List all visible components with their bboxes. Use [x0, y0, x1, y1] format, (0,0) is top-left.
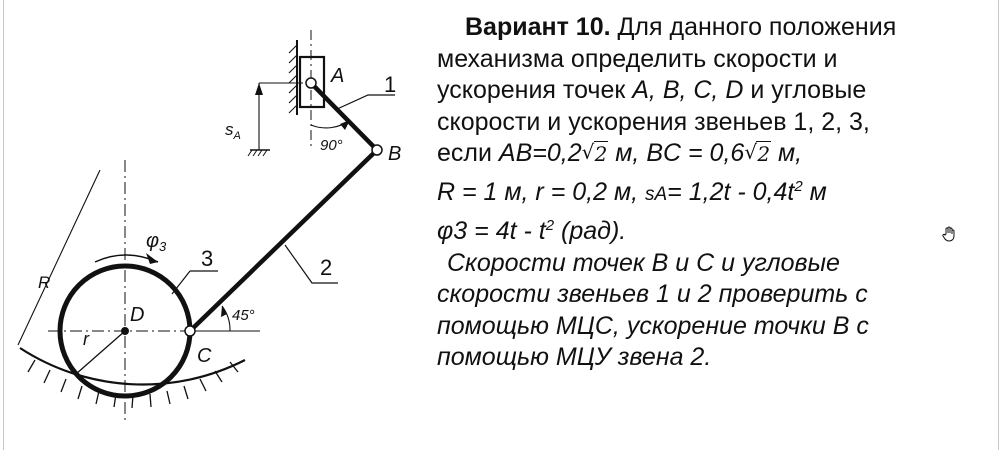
sqrt-2-b: √ 2: [744, 140, 771, 166]
sA-dimension: [225, 83, 303, 156]
line-4: скорости и ускорения звеньев 1, 2, 3,: [437, 107, 870, 136]
hand-cursor-icon: [941, 226, 957, 242]
point-A: [306, 78, 316, 88]
link-2: [190, 150, 377, 331]
label-R: R: [38, 273, 51, 292]
line-7: $\varphi 3 = 4t - t^2$ (рад).: [437, 217, 627, 245]
line-5: если AB=0,2 √ 2 м, BC = 0,6 √ 2 м,: [437, 138, 997, 171]
line-10: помощью МЦС, ускорение точки B с: [437, 311, 869, 340]
label-B: B: [388, 143, 402, 165]
line-8: Скорости точек B и C и угловые: [447, 248, 840, 277]
label-link-2: 2: [320, 255, 333, 280]
label-D: D: [130, 304, 145, 326]
sqrt-2-a: √ 2: [581, 140, 608, 166]
angle-90-mark: [311, 120, 350, 154]
label-sA: s: [225, 120, 234, 139]
line-3: ускорения точек A, B, C, D и угловые: [437, 76, 867, 104]
phi3-arrow: [95, 230, 167, 264]
problem-statement: [437, 12, 997, 374]
point-D: [121, 327, 129, 335]
label-link-3: 3: [201, 246, 214, 271]
line-11: помощью МЦУ звена 2.: [437, 343, 712, 371]
line-6: R = 1 м, r = 0,2 м, $sA= 1,2t - 0,4t^2$ м: [437, 177, 827, 206]
label-link-1: 1: [384, 72, 397, 97]
label-C: C: [197, 345, 212, 367]
label-r: r: [83, 329, 89, 349]
mechanism-diagram: [0, 0, 440, 453]
line-1: Вариант 10. Для данного положения: [465, 13, 897, 41]
label-phi: φ: [146, 230, 160, 252]
label-A: A: [331, 65, 345, 87]
svg-text:sA: $s_A$: [225, 120, 241, 142]
slider-guide: [289, 40, 297, 115]
variant-title: Вариант 10.: [465, 13, 611, 41]
line-9: скорости звеньев 1 и 2 проверить с: [437, 280, 868, 308]
svg-text:90°: 90°: [320, 137, 343, 154]
point-B: [372, 145, 382, 155]
point-C: [185, 326, 195, 336]
svg-text:45°: 45°: [232, 307, 255, 324]
line-2: механизма определить скорости и: [437, 44, 838, 73]
svg-text:φ3: $\varphi_3$: [146, 230, 167, 254]
